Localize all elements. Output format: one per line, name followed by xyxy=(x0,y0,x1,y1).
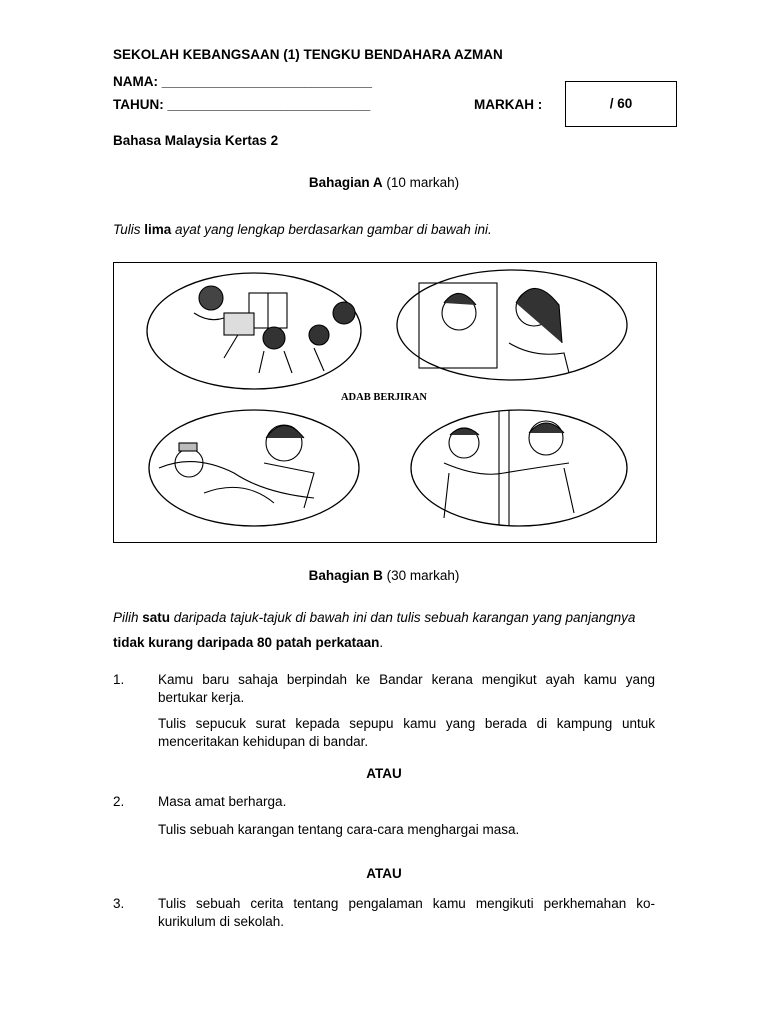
section-b-heading xyxy=(0,567,768,585)
question-text: Kamu baru sahaja berpindah ke Bandar kerana mengikut ayah kamu yang bertukar kerja. xyxy=(158,672,655,705)
section-b-marks: (30 markah) xyxy=(386,568,460,583)
or-separator: ATAU xyxy=(366,766,402,781)
question-text: Tulis sepucuk surat kepada sepupu kamu yang berada di kampung untuk menceritakan kehidupan di bandar. xyxy=(158,716,655,749)
section-b-instruction xyxy=(113,609,635,627)
section-a-title: Bahagian A xyxy=(308,175,383,190)
marks-box xyxy=(565,81,677,127)
question-text: Masa amat berharga. xyxy=(158,794,287,809)
section-b-title: Bahagian B xyxy=(308,568,383,583)
instruction-text: ayat yang lengkap berdasarkan gambar di bawah ini. xyxy=(171,222,492,237)
instruction-emphasis: satu xyxy=(142,610,171,625)
section-a-heading xyxy=(0,174,768,192)
picture-frame xyxy=(113,262,657,543)
question-text: Tulis sebuah cerita tentang pengalaman kamu mengikuti perkhemahan ko-kurikulum di sekolah. xyxy=(158,896,655,929)
question-number: 2. xyxy=(113,794,125,809)
panel-greeting xyxy=(397,270,627,380)
instruction-text: daripada tajuk-tajuk di bawah ini dan tulis sebuah karangan yang panjangnya xyxy=(170,610,636,625)
question-text: Tulis sebuah karangan tentang cara-cara menghargai masa. xyxy=(158,822,520,837)
name-field-label: NAMA: ____________________________ xyxy=(113,74,372,89)
school-name: SEKOLAH KEBANGSAAN (1) TENGKU BENDAHARA AZMAN xyxy=(113,47,503,62)
neighbour-manners-illustration xyxy=(114,263,655,541)
marks-total: / 60 xyxy=(609,96,633,111)
section-a-instruction xyxy=(113,221,492,239)
picture-caption: ADAB BERJIRAN xyxy=(340,392,428,403)
section-b-instruction-line2 xyxy=(113,634,383,652)
year-field-label: TAHUN: ___________________________ xyxy=(113,97,371,112)
section-a-marks: (10 markah) xyxy=(386,175,460,190)
panel-sick-visit xyxy=(149,410,359,526)
instruction-text: Tulis xyxy=(113,222,145,237)
instruction-text: Pilih xyxy=(113,610,143,625)
question-number: 3. xyxy=(113,896,125,911)
subject-title: Bahasa Malaysia Kertas 2 xyxy=(113,133,279,148)
instruction-text: . xyxy=(379,635,384,650)
marks-label: MARKAH : xyxy=(474,97,543,112)
or-separator: ATAU xyxy=(366,866,402,881)
instruction-emphasis: tidak kurang daripada 80 patah perkataan xyxy=(113,635,380,650)
panel-handshake xyxy=(411,410,627,526)
instruction-emphasis: lima xyxy=(144,222,172,237)
question-number: 1. xyxy=(113,672,125,687)
